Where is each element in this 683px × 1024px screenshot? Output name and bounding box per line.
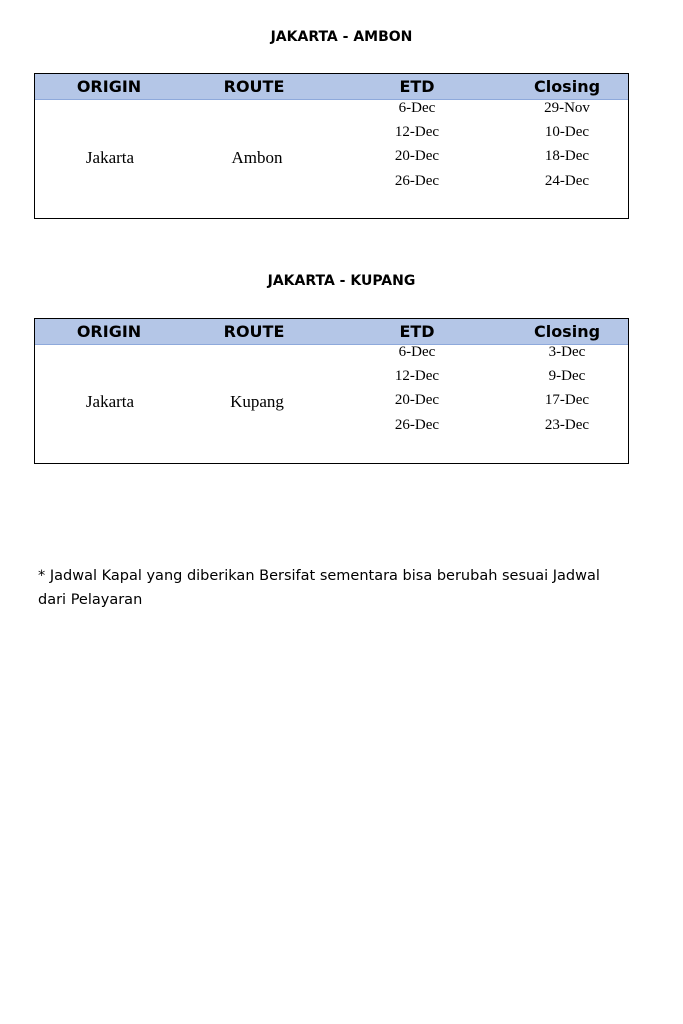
schedule-table-kupang bbox=[34, 318, 629, 464]
header-etd: ETD bbox=[399, 322, 435, 341]
route-cell: Kupang bbox=[230, 392, 284, 411]
schedule-disclaimer-note bbox=[38, 564, 638, 612]
etd-cell: 6-Dec bbox=[398, 100, 436, 116]
header-origin: ORIGIN bbox=[76, 77, 142, 96]
closing-cell: 29-Nov bbox=[544, 100, 590, 116]
table-header bbox=[35, 74, 628, 100]
closing-cell: 9-Dec bbox=[548, 368, 586, 384]
note-line: dari Pelayaran bbox=[38, 592, 143, 608]
closing-cell: 23-Dec bbox=[544, 417, 590, 433]
etd-cell: 6-Dec bbox=[398, 344, 436, 360]
route-cell: Ambon bbox=[231, 148, 283, 167]
etd-cell: 12-Dec bbox=[394, 124, 440, 140]
schedule-table-ambon bbox=[34, 73, 629, 219]
etd-cell: 20-Dec bbox=[394, 148, 440, 164]
etd-cell: 26-Dec bbox=[394, 173, 440, 189]
closing-cell: 17-Dec bbox=[544, 392, 590, 408]
origin-cell: Jakarta bbox=[85, 392, 135, 411]
closing-cell: 3-Dec bbox=[548, 344, 586, 360]
etd-cell: 26-Dec bbox=[394, 417, 440, 433]
origin-cell: Jakarta bbox=[85, 148, 135, 167]
table-header bbox=[35, 319, 628, 345]
header-route: ROUTE bbox=[223, 322, 285, 341]
etd-cell: 12-Dec bbox=[394, 368, 440, 384]
note-line: * Jadwal Kapal yang diberikan Bersifat sementara bisa berubah sesuai Jadwal bbox=[38, 568, 600, 584]
header-route: ROUTE bbox=[223, 77, 285, 96]
closing-cell: 10-Dec bbox=[544, 124, 590, 140]
header-closing: Closing bbox=[533, 77, 601, 96]
header-etd: ETD bbox=[399, 77, 435, 96]
header-closing: Closing bbox=[533, 322, 601, 341]
closing-cell: 18-Dec bbox=[544, 148, 590, 164]
closing-cell: 24-Dec bbox=[544, 173, 590, 189]
section-title-ambon: JAKARTA - AMBON bbox=[270, 29, 413, 45]
header-origin: ORIGIN bbox=[76, 322, 142, 341]
section-title-kupang: JAKARTA - KUPANG bbox=[267, 273, 416, 289]
etd-cell: 20-Dec bbox=[394, 392, 440, 408]
